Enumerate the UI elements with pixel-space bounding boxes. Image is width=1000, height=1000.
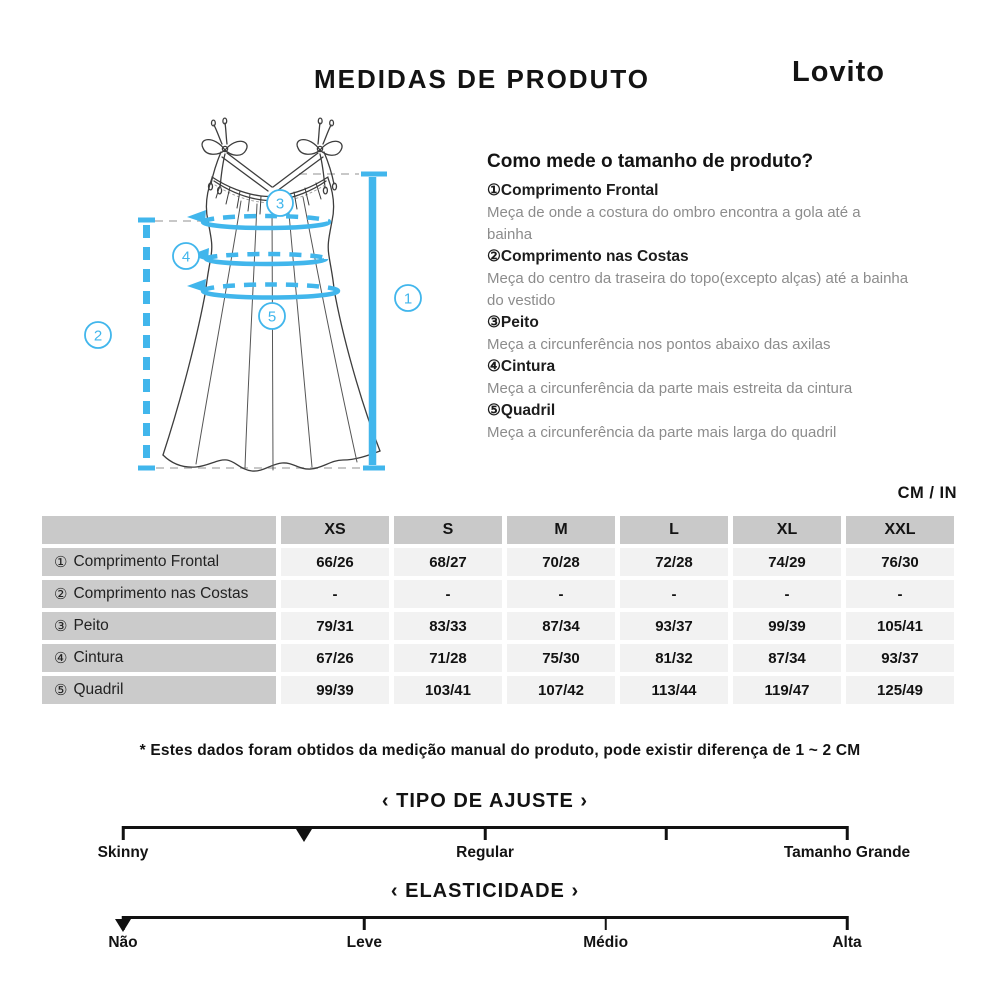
table-value-cell: 79/31	[281, 612, 389, 640]
page-title: MEDIDAS DE PRODUTO	[314, 64, 650, 94]
callout-5: 5	[267, 308, 277, 326]
scale-tick	[604, 916, 607, 930]
table-value-cell: -	[733, 580, 841, 608]
scale-tick	[846, 916, 849, 930]
guide-item-desc: Meça a circunferência nos pontos abaixo das axilas	[487, 336, 831, 353]
col-header-m: M	[507, 516, 615, 544]
elasticity-scale	[108, 880, 862, 960]
table-corner-cell	[42, 516, 276, 544]
guide-item-desc: Meça do centro da traseira do topo(excepto alças) até a bainha	[487, 270, 909, 287]
callout-1: 1	[403, 290, 413, 308]
table-value-cell: -	[281, 580, 389, 608]
scale-tick	[846, 826, 849, 840]
brand-logo: Lovito	[792, 56, 885, 88]
table-value-cell: 76/30	[846, 548, 954, 576]
dress-outline	[163, 118, 380, 471]
table-value-cell: 67/26	[281, 644, 389, 672]
col-header-s: S	[394, 516, 502, 544]
row-label-back-length: ② Comprimento nas Costas	[42, 580, 276, 608]
table-value-cell: 68/27	[394, 548, 502, 576]
fit-type-scale	[97, 790, 911, 870]
elasticity-label-none: Não	[108, 934, 138, 951]
callout-3: 3	[275, 195, 285, 213]
row-label-hip: ⑤ Quadril	[42, 676, 276, 704]
callout-4: 4	[181, 248, 191, 266]
table-value-cell: 99/39	[733, 612, 841, 640]
table-value-cell: 70/28	[507, 548, 615, 576]
elasticity-label-medium: Médio	[583, 934, 629, 951]
size-table	[42, 516, 954, 704]
elasticity-label-high: Alta	[832, 934, 862, 951]
table-value-cell: 107/42	[507, 676, 615, 704]
table-value-cell: -	[507, 580, 615, 608]
table-value-cell: 103/41	[394, 676, 502, 704]
guide-item-name: ①Comprimento Frontal	[487, 182, 659, 199]
table-value-cell: 87/34	[507, 612, 615, 640]
helper-dashed-lines	[155, 174, 362, 468]
table-value-cell: 72/28	[620, 548, 728, 576]
table-value-cell: 87/34	[733, 644, 841, 672]
guide-item-name: ③Peito	[487, 314, 539, 331]
fit-label-regular: Regular	[456, 844, 514, 861]
fit-type-marker-icon	[296, 829, 312, 842]
scale-tick	[122, 826, 125, 840]
table-value-cell: 74/29	[733, 548, 841, 576]
table-value-cell: 71/28	[394, 644, 502, 672]
col-header-xxl: XXL	[846, 516, 954, 544]
table-value-cell: 75/30	[507, 644, 615, 672]
elasticity-track	[123, 916, 847, 919]
table-value-cell: 93/37	[846, 644, 954, 672]
guide-item-desc: Meça de onde a costura do ombro encontra a gola até a	[487, 204, 861, 221]
guide-item-desc: bainha	[487, 226, 533, 243]
elasticity-title: ‹ ELASTICIDADE ›	[390, 880, 580, 902]
callout-2: 2	[93, 327, 103, 345]
scale-tick	[363, 916, 366, 930]
guide-item-desc: do vestido	[487, 292, 556, 309]
col-header-xl: XL	[733, 516, 841, 544]
guide-item-name: ②Comprimento nas Costas	[487, 248, 689, 265]
measurement-disclaimer: * Estes dados foram obtidos da medição manual do produto, pode existir diferença de 1 ~ 2 CM	[139, 742, 861, 759]
elasticity-label-light: Leve	[346, 934, 382, 951]
row-label-waist: ④ Cintura	[42, 644, 276, 672]
row-label-bust: ③ Peito	[42, 612, 276, 640]
table-value-cell: -	[394, 580, 502, 608]
table-value-cell: -	[620, 580, 728, 608]
table-value-cell: 105/41	[846, 612, 954, 640]
fit-label-skinny: Skinny	[97, 844, 149, 861]
scale-tick	[665, 826, 668, 840]
col-header-xs: XS	[281, 516, 389, 544]
col-header-l: L	[620, 516, 728, 544]
row-label-front-length: ① Comprimento Frontal	[42, 548, 276, 576]
measure-guide	[487, 150, 959, 444]
guide-item-desc: Meça a circunferência da parte mais estreita da cintura	[487, 380, 853, 397]
table-value-cell: -	[846, 580, 954, 608]
elasticity-marker-icon	[115, 919, 131, 932]
table-value-cell: 99/39	[281, 676, 389, 704]
units-label: CM / IN	[897, 484, 957, 502]
table-value-cell: 125/49	[846, 676, 954, 704]
scale-tick	[484, 826, 487, 840]
table-value-cell: 119/47	[733, 676, 841, 704]
guide-item-name: ⑤Quadril	[487, 402, 556, 419]
table-value-cell: 83/33	[394, 612, 502, 640]
table-value-cell: 81/32	[620, 644, 728, 672]
fit-label-oversize: Tamanho Grande	[783, 844, 911, 861]
guide-title: Como mede o tamanho de produto?	[487, 151, 814, 172]
fit-type-title: ‹ TIPO DE AJUSTE ›	[381, 790, 589, 812]
dress-measurement-diagram	[75, 98, 495, 490]
table-value-cell: 113/44	[620, 676, 728, 704]
guide-item-desc: Meça a circunferência da parte mais larga do quadril	[487, 424, 837, 441]
table-value-cell: 93/37	[620, 612, 728, 640]
guide-item-name: ④Cintura	[487, 358, 556, 375]
table-value-cell: 66/26	[281, 548, 389, 576]
